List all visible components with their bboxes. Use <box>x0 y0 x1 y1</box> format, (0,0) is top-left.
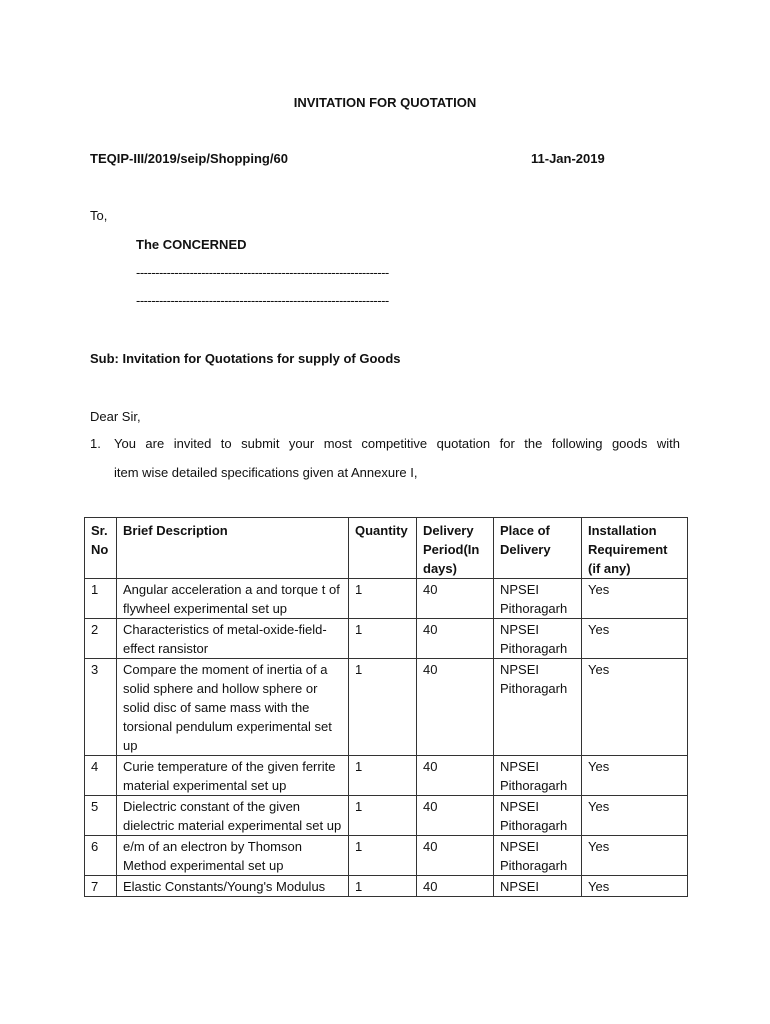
cell-sr-no: 3 <box>85 659 117 756</box>
cell-quantity: 1 <box>349 619 417 659</box>
cell-place: NPSEI Pithoragarh <box>494 659 582 756</box>
table-header-row <box>85 518 688 579</box>
cell-sr-no: 1 <box>85 579 117 619</box>
cell-place: NPSEI <box>494 876 582 897</box>
cell-sr-no: 6 <box>85 836 117 876</box>
cell-installation: Yes <box>582 876 688 897</box>
cell-delivery-period: 40 <box>417 756 494 796</box>
cell-quantity: 1 <box>349 579 417 619</box>
cell-description: Compare the moment of inertia of a solid sphere and hollow sphere or solid disc of same mass with the torsional pendulum experimental set up <box>117 659 349 756</box>
cell-delivery-period: 40 <box>417 876 494 897</box>
cell-description: Elastic Constants/Young's Modulus <box>117 876 349 897</box>
cell-installation: Yes <box>582 756 688 796</box>
cell-installation: Yes <box>582 619 688 659</box>
cell-installation: Yes <box>582 579 688 619</box>
paragraph-line-1: You are invited to submit your most competitive quotation for the following goods with <box>114 436 680 451</box>
cell-sr-no: 4 <box>85 756 117 796</box>
cell-delivery-period: 40 <box>417 659 494 756</box>
goods-table <box>84 517 688 897</box>
cell-installation: Yes <box>582 796 688 836</box>
cell-delivery-period: 40 <box>417 836 494 876</box>
cell-sr-no: 7 <box>85 876 117 897</box>
addressee: The CONCERNED <box>136 237 247 252</box>
table-row <box>85 796 688 836</box>
cell-description: Characteristics of metal-oxide-field-effect ransistor <box>117 619 349 659</box>
cell-sr-no: 5 <box>85 796 117 836</box>
cell-place: NPSEI Pithoragarh <box>494 836 582 876</box>
paragraph-number: 1. <box>90 436 101 451</box>
table-row <box>85 579 688 619</box>
cell-quantity: 1 <box>349 876 417 897</box>
subject-line: Sub: Invitation for Quotations for supply of Goods <box>90 351 401 366</box>
header-description: Brief Description <box>117 518 349 579</box>
cell-delivery-period: 40 <box>417 796 494 836</box>
cell-sr-no: 2 <box>85 619 117 659</box>
paragraph-line-2: item wise detailed specifications given at Annexure I, <box>114 465 418 480</box>
greeting: Dear Sir, <box>90 409 141 424</box>
header-delivery-period: Delivery Period(In days) <box>417 518 494 579</box>
document-date: 11-Jan-2019 <box>531 151 605 166</box>
cell-installation: Yes <box>582 659 688 756</box>
cell-delivery-period: 40 <box>417 579 494 619</box>
cell-place: NPSEI Pithoragarh <box>494 619 582 659</box>
cell-place: NPSEI Pithoragarh <box>494 756 582 796</box>
cell-quantity: 1 <box>349 756 417 796</box>
cell-description: Dielectric constant of the given dielectric material experimental set up <box>117 796 349 836</box>
reference-number: TEQIP-III/2019/seip/Shopping/60 <box>90 151 288 166</box>
cell-quantity: 1 <box>349 836 417 876</box>
salutation-to: To, <box>90 208 108 223</box>
header-quantity: Quantity <box>349 518 417 579</box>
cell-place: NPSEI Pithoragarh <box>494 579 582 619</box>
table-row <box>85 619 688 659</box>
cell-description: Angular acceleration a and torque t of flywheel experimental set up <box>117 579 349 619</box>
document-title: INVITATION FOR QUOTATION <box>293 95 477 110</box>
cell-description: e/m of an electron by Thomson Method experimental set up <box>117 836 349 876</box>
table-row <box>85 836 688 876</box>
cell-quantity: 1 <box>349 659 417 756</box>
table-row <box>85 876 688 897</box>
table-row <box>85 756 688 796</box>
cell-quantity: 1 <box>349 796 417 836</box>
header-sr-no: Sr. No <box>85 518 117 579</box>
table-row <box>85 659 688 756</box>
header-installation: Installation Requirement (if any) <box>582 518 688 579</box>
address-line-2: ------------------------------------------------------------------ <box>136 293 389 308</box>
address-line-1: ------------------------------------------------------------------ <box>136 265 389 280</box>
cell-delivery-period: 40 <box>417 619 494 659</box>
header-place-of-delivery: Place of Delivery <box>494 518 582 579</box>
cell-description: Curie temperature of the given ferrite material experimental set up <box>117 756 349 796</box>
cell-installation: Yes <box>582 836 688 876</box>
cell-place: NPSEI Pithoragarh <box>494 796 582 836</box>
